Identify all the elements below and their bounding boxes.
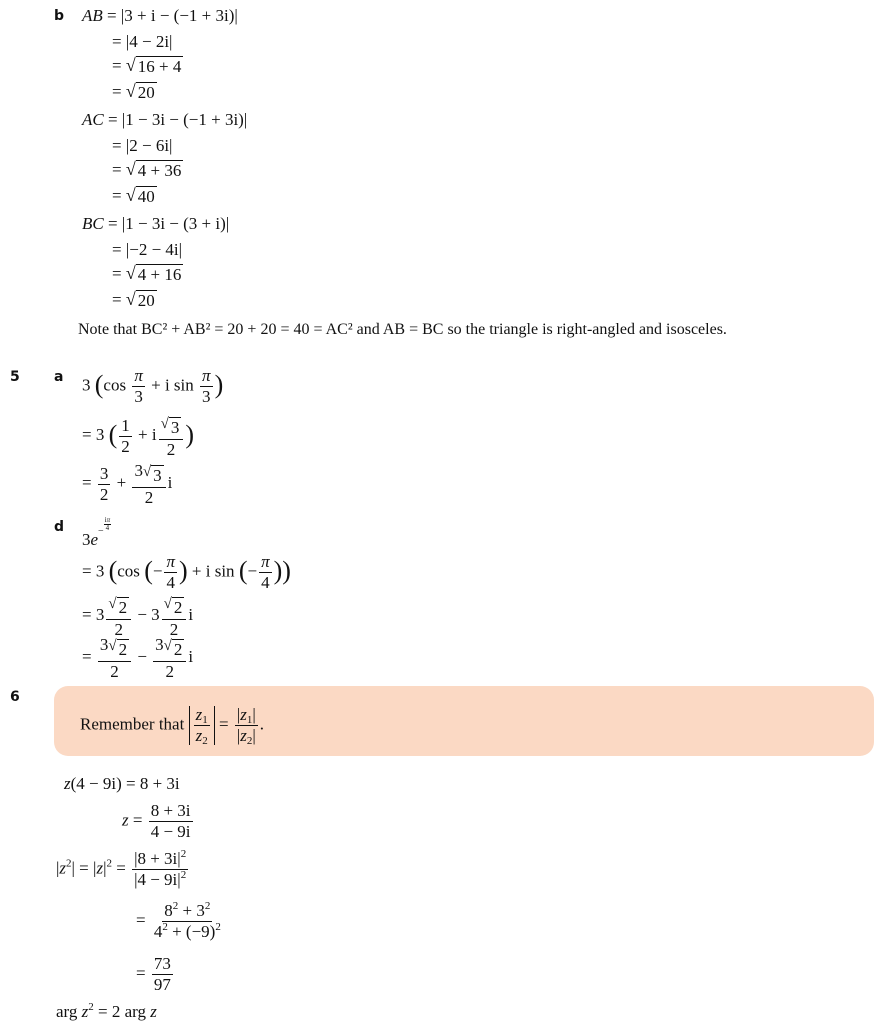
note-b: Note that BC² + AB² = 20 + 20 = 40 = AC² and AB = BC so the triangle is right-angled and isosceles. [78, 321, 727, 338]
q5a-line-3: = $\frac{3}{2}$ + 3 √ 3 2 i [82, 461, 173, 507]
bc-line-2: = |−2 − 4i| [112, 240, 183, 259]
bc-line-1: BC = |1 − 3i − (3 + i)| [82, 214, 230, 233]
part-b-label: b [54, 8, 65, 24]
ac-line-3: = √ 4 + 36 [112, 159, 182, 180]
remember-text: Remember that [80, 714, 185, 734]
q6-line-1: z(4 − 9i) = 8 + 3i [64, 774, 180, 793]
q6-line-2: z = $\frac{8 + 3i}{4 - 9i}$ [122, 801, 191, 841]
ac-line-1: AC = |1 − 3i − (−1 + 3i)| [82, 110, 248, 129]
question-6-number: 6 [10, 689, 20, 705]
q5a-line-1: 3 (cos $\frac{\pi}{3}$ + i sin $\frac{\pi}{3}$ ) [82, 366, 224, 406]
ab-line-2: = |4 − 2i| [112, 32, 173, 51]
ac-line-4: = √ 40 [112, 185, 155, 206]
ac-line-2: = |2 − 6i| [112, 136, 173, 155]
ab-line-3: = √ 16 + 4 [112, 55, 182, 76]
q5d-line-2: = 3 (cos (− $\frac{\pi}{4}$ ) + i sin (− $\frac{\pi}{4}$ )) [82, 552, 291, 592]
q5a-line-2: = 3 ( $\frac{1}{2}$ + i √ 3 2 ) [82, 415, 194, 459]
q5d-line-1: 3e− $\frac{i\pi}{4}$ [82, 516, 111, 549]
ab-line-1: AB = |3 + i − (−1 + 3i)| [82, 6, 238, 25]
bc-line-4: = √ 20 [112, 289, 155, 310]
q6-line-5: = $\frac{73}{97}$ [136, 954, 171, 994]
ab-line-4: = √ 20 [112, 81, 155, 102]
q6-line-4: = $\frac{8^2 + 3^2}{4^2 + (-9)^2}$ [136, 900, 221, 941]
q6-line-6: arg $z^2 = 2$ arg z [56, 1001, 157, 1021]
q5d-line-4: = 3 √ 2 2 − 3 √ 2 2 i [82, 635, 194, 681]
remember-note: Remember that $\frac{z_1}{z_2}$ = $\frac{|z_1|}{|z_2|}$ . [80, 705, 264, 747]
remember-note-box [54, 686, 874, 756]
part-a-label: a [54, 369, 64, 385]
question-5-number: 5 [10, 369, 20, 385]
bc-line-3: = √ 4 + 16 [112, 263, 182, 284]
q6-line-3: $|z^2| = |z|^2$ = $\frac{|8 + 3i|^2}{|4 - 9i|^2}$ [56, 848, 187, 889]
q5d-line-3: = 3 √ 2 2 − 3 √ 2 2 i [82, 596, 194, 639]
part-d-label: d [54, 519, 65, 535]
